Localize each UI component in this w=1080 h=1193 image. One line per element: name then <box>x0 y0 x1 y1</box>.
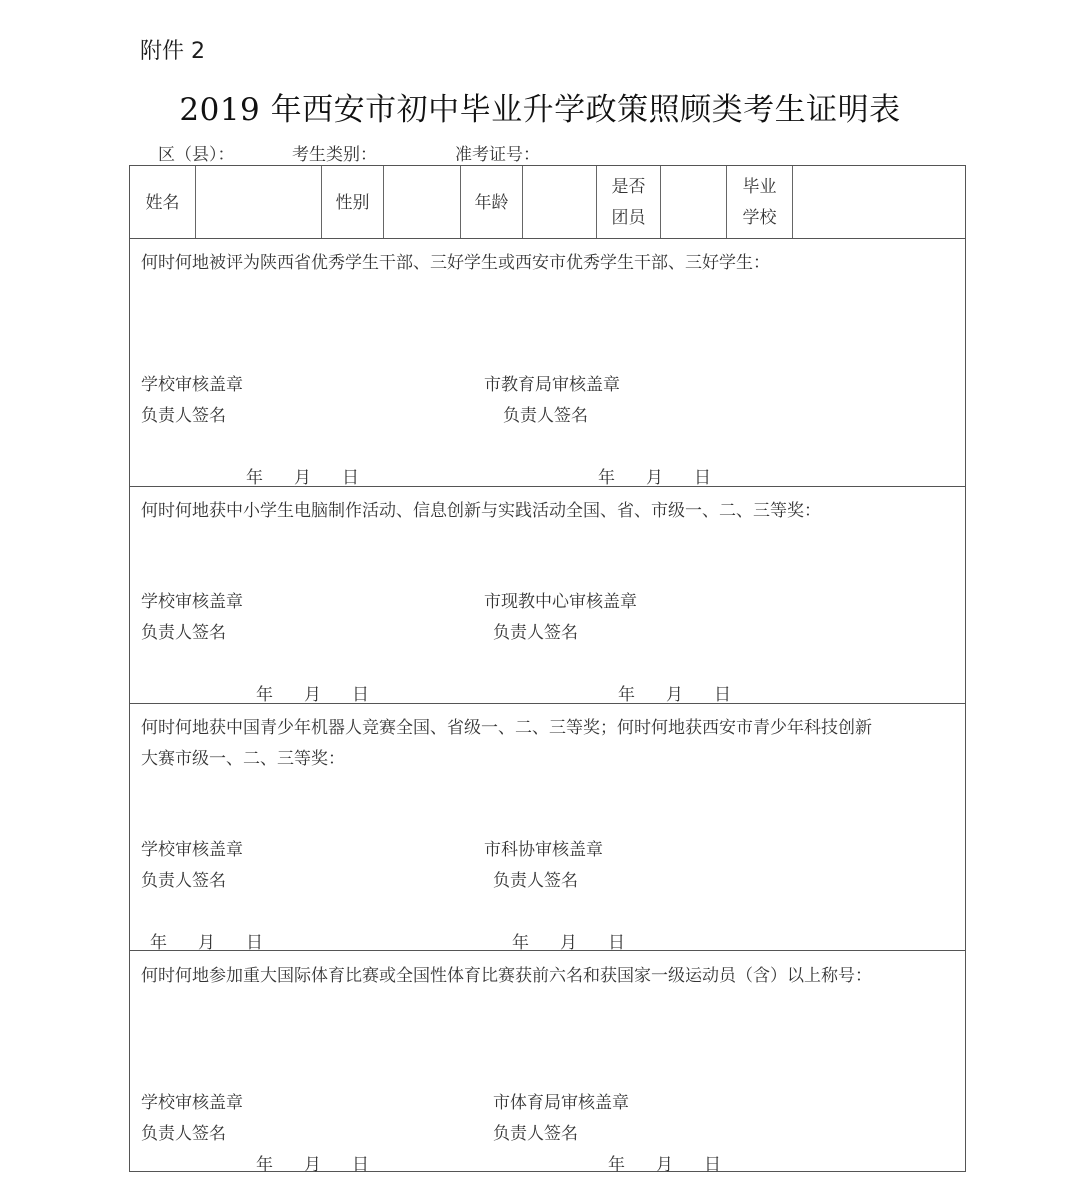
school-date <box>256 680 369 705</box>
name-label: 姓名 <box>145 193 180 213</box>
authority-sign-label: 负责人签名 <box>493 623 578 643</box>
graduating-school-label <box>727 172 792 234</box>
school-label-line1: 毕业 <box>742 177 777 197</box>
school-sign-label: 负责人签名 <box>141 1124 226 1144</box>
month-label: 月 <box>294 468 311 488</box>
month-label: 月 <box>198 933 215 953</box>
year-label: 年 <box>246 468 263 488</box>
gender-label: 性别 <box>335 193 370 213</box>
row-divider <box>130 238 965 239</box>
month-label: 月 <box>666 685 683 705</box>
divider <box>195 166 196 239</box>
day-label: 日 <box>714 685 731 705</box>
attachment-label: 附件 2 <box>140 39 205 64</box>
day-label: 日 <box>352 685 369 705</box>
authority-sign-label: 负责人签名 <box>493 1124 578 1144</box>
month-label: 月 <box>656 1155 673 1175</box>
document-title: 2019 年西安市初中毕业升学政策照顾类考生证明表 <box>179 92 901 128</box>
day-label: 日 <box>608 933 625 953</box>
authority-date <box>608 1150 721 1175</box>
district-label: 区（县）： <box>158 145 235 165</box>
age-label: 年龄 <box>474 193 509 213</box>
year-label: 年 <box>618 685 635 705</box>
divider <box>660 166 661 239</box>
authority-sign-label: 负责人签名 <box>493 871 578 891</box>
school-date <box>256 1150 369 1175</box>
school-sign-label: 负责人签名 <box>141 406 226 426</box>
school-sign-label: 负责人签名 <box>141 871 226 891</box>
month-label: 月 <box>304 1155 321 1175</box>
school-seal-label: 学校审核盖章 <box>141 375 243 395</box>
year-label: 年 <box>512 933 529 953</box>
authority-date <box>618 680 731 705</box>
divider <box>522 166 523 239</box>
league-label-line1: 是否 <box>611 177 646 197</box>
certificate-form-table <box>129 165 966 1175</box>
section-question: 何时何地参加重大国际体育比赛或全国性体育比赛获前六名和获国家一级运动员（含）以上称号： <box>141 966 872 986</box>
day-label: 日 <box>352 1155 369 1175</box>
authority-date <box>598 463 711 488</box>
year-label: 年 <box>150 933 167 953</box>
authority-seal-label: 市现教中心审核盖章 <box>484 592 637 612</box>
section-question: 何时何地被评为陕西省优秀学生干部、三好学生或西安市优秀学生干部、三好学生： <box>141 253 770 273</box>
year-label: 年 <box>598 468 615 488</box>
school-sign-label: 负责人签名 <box>141 623 226 643</box>
divider <box>383 166 384 239</box>
year-label: 年 <box>256 1155 273 1175</box>
authority-seal-label: 市体育局审核盖章 <box>493 1093 629 1113</box>
divider <box>792 166 793 239</box>
year-label: 年 <box>256 685 273 705</box>
school-seal-label: 学校审核盖章 <box>141 1093 243 1113</box>
authority-seal-label: 市教育局审核盖章 <box>484 375 620 395</box>
exam-id-label: 准考证号： <box>455 145 540 165</box>
authority-date <box>512 928 625 953</box>
day-label: 日 <box>342 468 359 488</box>
school-date <box>246 463 359 488</box>
school-seal-label: 学校审核盖章 <box>141 840 243 860</box>
category-label: 考生类别： <box>292 145 377 165</box>
day-label: 日 <box>246 933 263 953</box>
authority-seal-label: 市科协审核盖章 <box>484 840 603 860</box>
month-label: 月 <box>304 685 321 705</box>
school-date <box>150 928 263 953</box>
month-label: 月 <box>560 933 577 953</box>
month-label: 月 <box>646 468 663 488</box>
authority-sign-label: 负责人签名 <box>503 406 588 426</box>
day-label: 日 <box>694 468 711 488</box>
school-label-line2: 学校 <box>742 208 777 228</box>
league-label-line2: 团员 <box>611 208 646 228</box>
league-member-label <box>597 172 660 234</box>
section-question-line2: 大赛市级一、二、三等奖： <box>141 749 345 769</box>
section-question: 何时何地获中国青少年机器人竞赛全国、省级一、二、三等奖；何时何地获西安市青少年科技创新 <box>141 718 872 738</box>
day-label: 日 <box>704 1155 721 1175</box>
school-seal-label: 学校审核盖章 <box>141 592 243 612</box>
year-label: 年 <box>608 1155 625 1175</box>
section-question: 何时何地获中小学生电脑制作活动、信息创新与实践活动全国、省、市级一、二、三等奖： <box>141 501 821 521</box>
